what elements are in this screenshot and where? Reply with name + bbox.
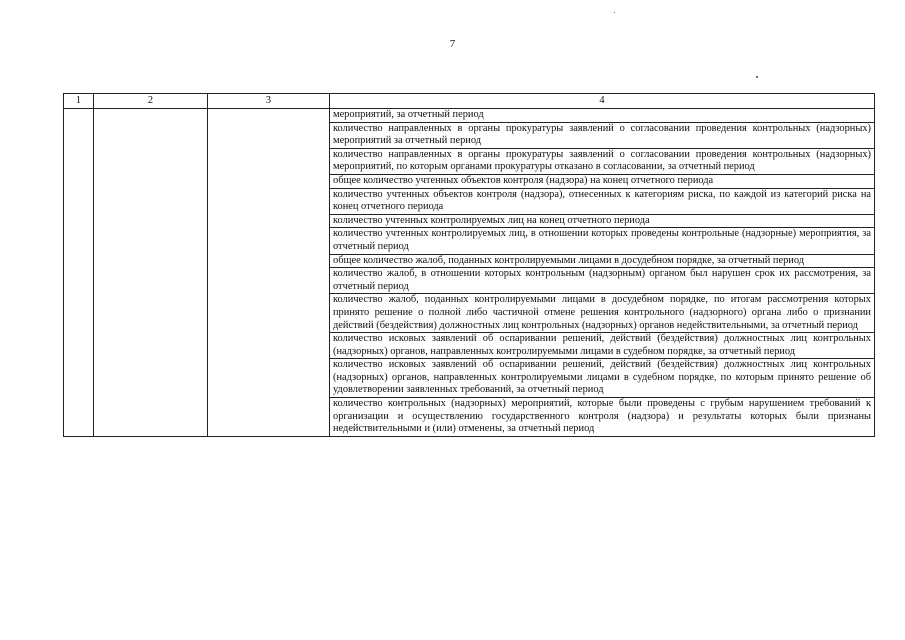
indicator-cell: количество направленных в органы прокуратуры заявлений о согласовании проведения контрольных (надзорных) мероприятий, по которым органами прокуратуры отказано в согласовании, за отчетный период: [330, 148, 875, 174]
column-3-cell: [208, 109, 330, 437]
indicator-cell: количество контрольных (надзорных) мероприятий, которые были проведены с грубым нарушением требований к организации и осуществлению государственного контроля (надзора) и результаты которых были признаны недействительными и (или) отменены, за отчетный период: [330, 398, 875, 437]
scan-speck: [756, 76, 758, 78]
column-header-1: 1: [64, 94, 94, 109]
indicator-cell: общее количество жалоб, поданных контролируемыми лицами в досудебном порядке, за отчетный период: [330, 254, 875, 268]
table-row: [64, 109, 875, 123]
column-2-cell: [94, 109, 208, 437]
indicator-cell: количество жалоб, поданных контролируемыми лицами в досудебном порядке, по итогам рассмотрения которых принято решение о полной либо частичной отмене решения контрольного (надзорного) органа либо о признании действий (бездействия) должностных лиц контрольных (надзорных) органов недействительными, за отчетный период: [330, 294, 875, 333]
indicator-cell: количество учтенных контролируемых лиц, в отношении которых проведены контрольные (надзорные) мероприятия, за отчетный период: [330, 228, 875, 254]
indicator-cell: количество исковых заявлений об оспаривании решений, действий (бездействия) должностных лиц контрольных (надзорных) органов, направленных контролируемыми лицами в судебном порядке, за отчетный период: [330, 333, 875, 359]
indicator-cell: количество учтенных контролируемых лиц на конец отчетного периода: [330, 214, 875, 228]
indicator-cell: количество учтенных объектов контроля (надзора), отнесенных к категориям риска, по каждой из категорий риска на конец отчетного периода: [330, 188, 875, 214]
indicator-cell: мероприятий, за отчетный период: [330, 109, 875, 123]
indicator-cell: общее количество учтенных объектов контроля (надзора) на конец отчетного периода: [330, 174, 875, 188]
page-number: 7: [449, 38, 456, 50]
indicators-table: [63, 93, 875, 437]
table-header-row: [64, 94, 875, 109]
column-header-2: 2: [94, 94, 208, 109]
indicator-cell: количество направленных в органы прокуратуры заявлений о согласовании проведения контрольных (надзорных) мероприятий за отчетный период: [330, 122, 875, 148]
indicator-cell: количество исковых заявлений об оспаривании решений, действий (бездействия) должностных лиц контрольных (надзорных) органов, направленных контролируемыми лицами в судебном порядке, по которым принято решение об удовлетворении заявленных требований, за отчетный период: [330, 359, 875, 398]
column-header-4: 4: [330, 94, 875, 109]
column-header-3: 3: [208, 94, 330, 109]
column-1-cell: [64, 109, 94, 437]
scan-speck: [614, 12, 615, 13]
indicator-cell: количество жалоб, в отношении которых контрольным (надзорным) органом был нарушен срок их рассмотрения, за отчетный период: [330, 268, 875, 294]
